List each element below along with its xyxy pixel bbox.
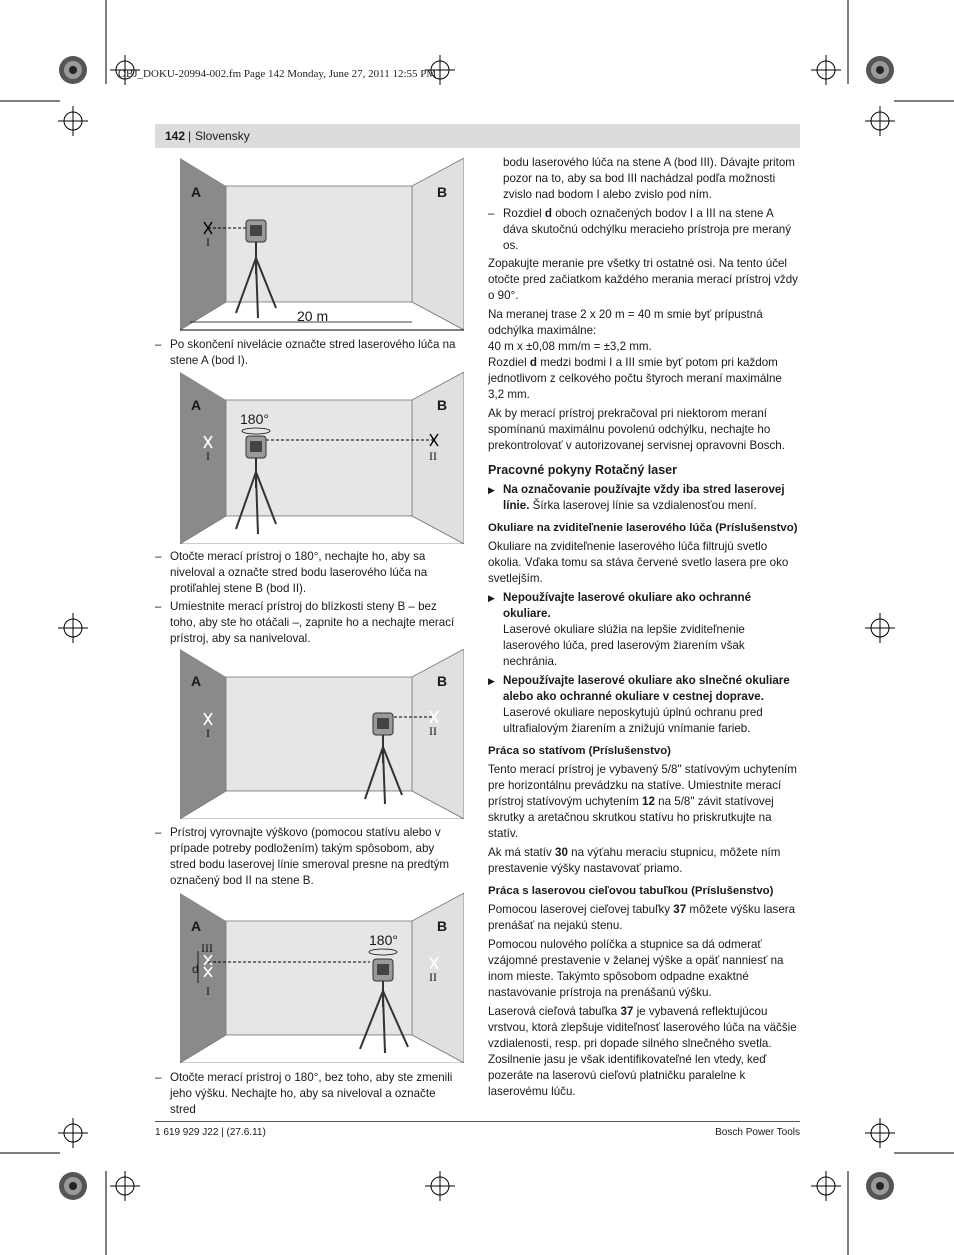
fig4-label-b: B bbox=[437, 918, 448, 934]
fig3-mark-i: I bbox=[206, 726, 210, 740]
p-target-1: Pomocou laserovej cieľovej tabuľky 37 môžete výšku lasera prenášať na nejakú stenu. bbox=[488, 903, 796, 932]
fig4-angle: 180° bbox=[369, 932, 398, 948]
page-number: 142 bbox=[165, 129, 186, 143]
fig4-mark-d: d bbox=[192, 962, 199, 976]
p-target-3: Laserová cieľová tabuľka 37 je vybavená reflektujúcou vrstvou, ktorá zlepšuje viditeľnosť laserového lúča na väčšie vzdialenosti, resp. pri dopade silného slnečného svetla. Zosilnenie jasu je však identifikovateľné len vtedy, keď pozeráte na laserovú cieľovú platničku paralelne k laserovému lúču. bbox=[488, 1005, 797, 1098]
left-step-5: – Otočte merací prístroj o 180°, bez toho, aby ste zmenili jeho výšku. Nechajte ho, aby sa niveloval a označte stred bbox=[155, 1070, 463, 1120]
fig2-mark-ii: II bbox=[429, 449, 437, 463]
p-repeat: Zopakujte meranie pre všetky tri ostatné osi. Na tento účel otočte pred začiatkom každého merania merací prístroj vždy o 90°. bbox=[488, 257, 798, 302]
right-column bbox=[488, 155, 801, 1103]
p-target-2: Pomocou nulového políčka a stupnice sa dá odmerať vzájomné prestavenie v želanej výške a opäť nanniesť na inom mieste. Takýmto spôsobom odpadne exaktné nastavovanie prístroja na prenášanú výšku. bbox=[488, 938, 784, 999]
p-max-diff: Rozdiel d medzi bodmi I a III smie byť potom pri každom jednotlivom z celkového počtu štyroch meraní maximálne 3,2 mm. bbox=[488, 356, 782, 401]
page-separator: | bbox=[188, 129, 192, 143]
heading-work-instructions: Pracovné pokyny Rotačný laser bbox=[488, 463, 677, 477]
p-continuation: bodu laserového lúča na stene A (bod III). Dávajte pritom pozor na to, aby sa bod III nachádzal podľa možnosti zvislo nad bodom I alebo zvislo pod ním. bbox=[503, 156, 795, 201]
fig1-label-a: A bbox=[191, 184, 202, 200]
fig1-mark-i: I bbox=[206, 235, 210, 249]
fig2-angle: 180° bbox=[240, 411, 269, 427]
fig3-label-a: A bbox=[191, 673, 202, 689]
footer-code: 1 619 929 J22 | (27.6.11) bbox=[155, 1127, 266, 1138]
fig4-label-a: A bbox=[191, 918, 202, 934]
work-note-1: ▶ Na označovanie používajte vždy iba stred laserovej línie. Šírka laserovej línie sa vzdialenosťou mení. bbox=[488, 483, 785, 512]
left-step-4: – Prístroj vyrovnajte výškovo (pomocou statívu alebo v prípade potreby podložením) takým spôsobom, aby stred bodu laserovej línie smeroval presne na predtým označený bod II na stene B. bbox=[155, 825, 463, 891]
heading-target-plate: Práca s laserovou cieľovou tabuľkou (Príslušenstvo) bbox=[488, 885, 774, 897]
page-language: Slovensky bbox=[195, 129, 250, 143]
fig2-label-b: B bbox=[437, 397, 448, 413]
left-steps-2-3: – Otočte merací prístroj o 180°, nechajte ho, aby sa niveloval a označte stred bodu laserového lúča na protiľahlej stene B (bod II). – Umiestnite merací prístroj do blízkosti steny B – bez toho, aby ste ho otáčali –, zapnite ho a nechajte merací prístroj, aby sa naniveloval. bbox=[155, 549, 463, 649]
p-service: Ak by merací prístroj prekračoval pri niektorom meraní spomínanú maximálnu povolenú odchýlku, nechajte ho prekontrolovať v autorizovanej servisnej opravovni Bosch. bbox=[488, 407, 785, 452]
fig4-mark-iii: III bbox=[201, 941, 213, 955]
figure-4-room bbox=[180, 893, 464, 1063]
fig1-label-b: B bbox=[437, 184, 448, 200]
p-tripod-1: Tento merací prístroj je vybavený 5/8" statívovým uchytením pre horizontálnu prevádzku na statíve. Umiestnite merací prístroj statívovým uchytením 12 na 5/8" závit statívovej skrutky a aretačnou skrutkou statívu ho priskrutkujte na statív. bbox=[488, 763, 797, 840]
fig3-mark-ii: II bbox=[429, 724, 437, 738]
fig2-label-a: A bbox=[191, 397, 202, 413]
footer-brand: Bosch Power Tools bbox=[715, 1127, 800, 1138]
fig3-label-b: B bbox=[437, 673, 448, 689]
p-tripod-2: Ak má statív 30 na výťahu meraciu stupnicu, môžete ním prestavenie výšky nastavovať priamo. bbox=[488, 846, 781, 875]
footer-divider bbox=[155, 1121, 800, 1122]
fig4-mark-i: I bbox=[206, 984, 210, 998]
heading-laser-glasses: Okuliare na zviditeľnenie laserového lúča (Príslušenstvo) bbox=[488, 522, 798, 534]
glasses-warning-1: ▶ Nepoužívajte laserové okuliare ako ochranné okuliare. Laserové okuliare slúžia na lepšie zviditeľnenie laserového lúča, pred laserovým žiarením však nechránia. bbox=[488, 591, 752, 668]
p-glasses: Okuliare na zviditeľnenie laserového lúča filtrujú svetlo okolia. Vďaka tomu sa stáva červené svetlo lasera pre oko svetlejším. bbox=[488, 540, 789, 585]
figure-3-room bbox=[180, 649, 464, 819]
glasses-warning-2: ▶ Nepoužívajte laserové okuliare ako slnečné okuliare alebo ako ochranné okuliare v cestnej doprave. Laserové okuliare neposkytujú úplnú ochranu pred ultrafialovým žiarením a znižujú vnímanie farieb. bbox=[488, 674, 790, 735]
fig2-mark-i: I bbox=[206, 449, 210, 463]
fig4-mark-ii: II bbox=[429, 970, 437, 984]
fig1-distance: 20 m bbox=[297, 308, 329, 324]
heading-tripod: Práca so statívom (Príslušenstvo) bbox=[488, 745, 671, 757]
print-header: OBJ_DOKU-20994-002.fm Page 142 Monday, June 27, 2011 12:55 PM bbox=[118, 68, 437, 80]
figure-1-room bbox=[180, 158, 464, 333]
left-step-1: – Po skončení nivelácie označte stred laserového lúča na stene A (bod I). bbox=[155, 337, 463, 371]
page-header-bar bbox=[155, 124, 800, 148]
p-difference: – Rozdiel d oboch označených bodov I a III na stene A dáva skutočnú odchýlku meracieho prístroja pre meraný os. bbox=[488, 206, 801, 254]
p-tolerance: Na meranej trase 2 x 20 m = 40 m smie byť prípustná odchýlka maximálne: bbox=[488, 308, 763, 337]
p-formula: 40 m x ±0,08 mm/m = ±3,2 mm. bbox=[488, 340, 652, 353]
figure-2-room bbox=[180, 372, 464, 544]
